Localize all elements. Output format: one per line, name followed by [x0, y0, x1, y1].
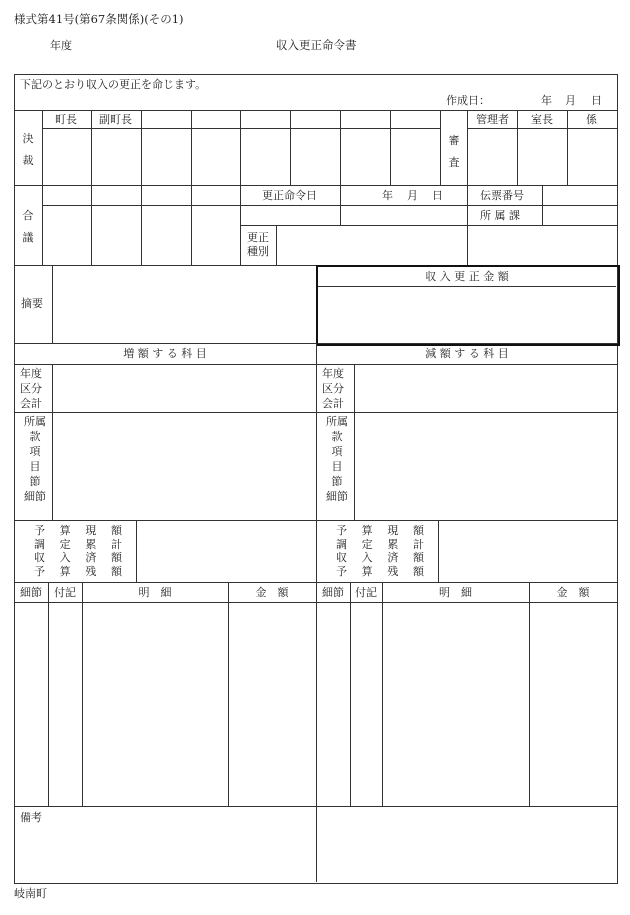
divider: [276, 225, 277, 265]
right-fuki-header: 付記: [355, 586, 377, 599]
divider: [240, 110, 241, 185]
review-header-line: [467, 128, 617, 129]
center-divider: [316, 343, 317, 882]
divider: [517, 110, 518, 185]
right-saisetsu-header: 細節: [322, 586, 344, 599]
approval-top-line: [14, 110, 618, 111]
deputy-mayor-label: 副町長: [99, 113, 132, 126]
divider: [467, 185, 468, 225]
divider: [542, 185, 543, 225]
divider: [390, 110, 391, 185]
created-date-label: 作成日：: [446, 94, 490, 107]
divider: [438, 520, 439, 582]
divider: [529, 582, 530, 806]
divider: [567, 110, 568, 185]
summary-label: 摘要: [21, 297, 43, 310]
intro-text: 下記のとおり収入の更正を命じます。: [20, 78, 207, 91]
divider: [48, 582, 49, 806]
divider: [14, 520, 618, 521]
divider: [350, 582, 351, 806]
section-chief-label: 室長: [531, 113, 553, 126]
divider: [14, 412, 618, 413]
divider: [318, 286, 616, 287]
increase-budget-labels: 予 算 現 額 調 定 累 計 収 入 済 額 予 算 残 額: [34, 524, 122, 578]
divider: [467, 110, 468, 185]
remarks-label: 備考: [20, 811, 42, 824]
mayor-label: 町長: [55, 113, 77, 126]
increase-title: 増 額 す る 科 目: [123, 347, 207, 360]
divider: [14, 602, 618, 603]
divider: [240, 205, 617, 206]
created-month: 月: [565, 94, 576, 107]
correction-type-label: 更正 種別: [247, 231, 269, 258]
voucher-number-label: 伝票番号: [480, 189, 524, 202]
decrease-title: 減 額 す る 科 目: [425, 347, 509, 360]
divider: [141, 110, 142, 185]
decrease-budget-labels: 予 算 現 額 調 定 累 計 収 入 済 額 予 算 残 額: [336, 524, 424, 578]
order-day: 日: [432, 189, 443, 202]
divider: [14, 364, 618, 365]
divider: [42, 110, 43, 185]
divider: [91, 185, 92, 265]
divider: [191, 110, 192, 185]
divider: [14, 582, 618, 583]
divider: [141, 185, 142, 265]
form-number: 様式第41号(第67条関係)(その1): [14, 12, 184, 26]
increase-category-labels: 所属 款 項 目 節 細節: [24, 415, 46, 503]
order-year: 年: [382, 189, 393, 202]
divider: [440, 110, 441, 185]
order-month: 月: [407, 189, 418, 202]
divider: [14, 806, 618, 807]
shinsa-label: 審 査: [448, 134, 460, 169]
document-title: 収入更正命令書: [276, 38, 357, 52]
order-date-label: 更正命令日: [262, 189, 317, 202]
divider: [136, 520, 137, 582]
right-meisai-header: 明 細: [439, 586, 472, 599]
divider: [52, 265, 53, 343]
divider: [228, 582, 229, 806]
gogi-label: 合 議: [22, 209, 34, 244]
divider: [240, 185, 241, 265]
divider: [240, 225, 617, 226]
left-fuki-header: 付記: [54, 586, 76, 599]
created-year: 年: [541, 94, 552, 107]
divider: [290, 110, 291, 185]
left-meisai-header: 明 細: [138, 586, 172, 599]
department-label: 所 属 課: [480, 209, 520, 222]
approval-bottom-line: [14, 185, 618, 186]
fiscal-year-label: 年度: [50, 39, 72, 52]
approval-header-line: [42, 128, 440, 129]
divider: [91, 110, 92, 185]
divider: [354, 364, 355, 520]
divider: [42, 185, 43, 265]
divider: [340, 185, 341, 225]
divider: [340, 110, 341, 185]
divider: [191, 185, 192, 265]
manager-label: 管理者: [476, 113, 509, 126]
kessai-label: 決 裁: [22, 132, 34, 167]
divider: [382, 582, 383, 806]
divider: [467, 225, 468, 265]
divider: [52, 364, 53, 520]
clerk-label: 係: [586, 113, 597, 126]
decrease-category-labels: 所属 款 項 目 節 細節: [326, 415, 348, 503]
divider: [82, 582, 83, 806]
left-kingaku-header: 金 額: [255, 586, 289, 599]
right-kingaku-header: 金 額: [556, 586, 590, 599]
correction-amount-title: 収 入 更 正 金 額: [425, 270, 509, 283]
left-saisetsu-header: 細節: [20, 586, 42, 599]
increase-year-labels: 年度 区分 会計: [20, 367, 42, 410]
decrease-year-labels: 年度 区分 会計: [322, 367, 344, 410]
created-day: 日: [591, 94, 602, 107]
town-name: 岐南町: [14, 887, 47, 900]
